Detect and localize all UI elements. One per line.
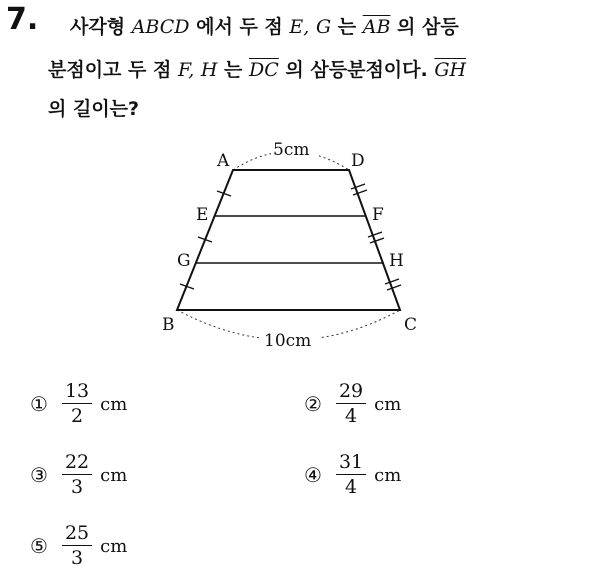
- text-segment: 의 삼등: [390, 16, 459, 38]
- question-text-line-3: [48, 94, 139, 121]
- fraction: [62, 380, 92, 428]
- fraction: [62, 522, 92, 570]
- choice-5[interactable]: [30, 522, 127, 570]
- choice-marker: ⑤: [30, 534, 48, 558]
- trapezoid-abcd: [177, 170, 400, 310]
- math-f: F,: [177, 59, 195, 81]
- unit: cm: [100, 535, 128, 557]
- choice-marker: ④: [304, 463, 322, 487]
- tick-mark: [368, 232, 382, 237]
- tick-mark: [387, 285, 401, 290]
- unit: cm: [374, 464, 402, 486]
- tick-mark: [385, 279, 399, 284]
- text-segment: 에서 두 점: [189, 16, 290, 38]
- unit: cm: [100, 393, 128, 415]
- tick-mark: [370, 238, 384, 243]
- text-segment: 는: [217, 59, 250, 81]
- choice-marker: ①: [30, 392, 48, 416]
- choice-4[interactable]: [304, 451, 401, 499]
- trapezoid-figure: [150, 138, 430, 353]
- label-d: D: [351, 151, 365, 171]
- bottom-length-label: 10cm: [264, 331, 312, 351]
- label-g: G: [177, 251, 191, 271]
- unit: cm: [374, 393, 402, 415]
- tick-mark: [351, 184, 365, 189]
- numerator: 22: [62, 451, 92, 475]
- text-segment: 의 삼등분점이다.: [278, 59, 435, 81]
- text-segment: 의 길이는?: [48, 98, 140, 120]
- math-segment-dc: $\overline{DC}$: [249, 59, 279, 81]
- choice-1[interactable]: [30, 380, 127, 428]
- text-segment: [309, 16, 316, 38]
- question-text-line-2: [48, 55, 466, 82]
- choice-3[interactable]: [30, 451, 127, 499]
- numerator: 13: [62, 380, 92, 404]
- top-length-label: 5cm: [273, 140, 310, 160]
- math-segment-ab: $\overline{AB}$: [362, 16, 391, 38]
- text-segment: 분점이고 두 점: [48, 59, 178, 81]
- math-abcd: ABCD: [131, 16, 190, 38]
- fraction: [336, 451, 366, 499]
- label-c: C: [404, 315, 418, 335]
- numerator: 31: [336, 451, 366, 475]
- text-segment: [194, 59, 201, 81]
- denominator: 3: [70, 547, 84, 569]
- question-number: 7.: [6, 2, 39, 37]
- choice-2[interactable]: [304, 380, 401, 428]
- numerator: 29: [336, 380, 366, 404]
- tick-mark: [353, 190, 367, 195]
- choice-marker: ②: [304, 392, 322, 416]
- choice-marker: ③: [30, 463, 48, 487]
- denominator: 4: [344, 405, 358, 427]
- denominator: 3: [70, 476, 84, 498]
- math-segment-gh: $\overline{GH}$: [434, 59, 467, 81]
- numerator: 25: [62, 522, 92, 546]
- math-e: E,: [289, 16, 310, 38]
- question-text-line-1: [70, 12, 459, 39]
- math-g: G: [315, 16, 332, 38]
- label-b: B: [162, 315, 175, 335]
- text-segment: 사각형: [70, 16, 132, 38]
- denominator: 4: [344, 476, 358, 498]
- text-segment: 는: [331, 16, 363, 38]
- label-a: A: [217, 151, 230, 171]
- unit: cm: [100, 464, 128, 486]
- fraction: [336, 380, 366, 428]
- math-h: H: [200, 59, 218, 81]
- label-f: F: [372, 205, 384, 225]
- denominator: 2: [70, 405, 84, 427]
- label-e: E: [196, 205, 209, 225]
- fraction: [62, 451, 92, 499]
- label-h: H: [389, 251, 404, 271]
